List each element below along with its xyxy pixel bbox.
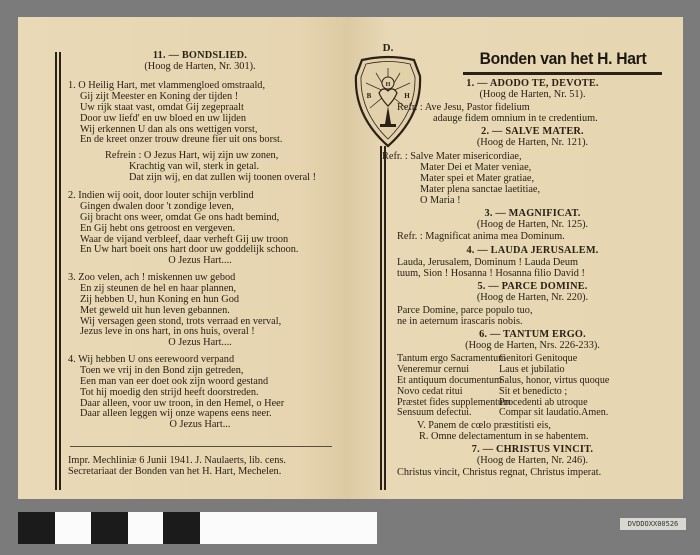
color-strip-white-3 [200, 512, 377, 544]
refrain-line: Krachtig van wil, sterk in getal. [129, 160, 260, 172]
hymn-title: 7. — CHRISTUS VINCIT. [471, 444, 594, 455]
s7-heading [397, 445, 668, 467]
text-line: Parce Domine, parce populo tuo, [397, 305, 533, 316]
left-double-rule [55, 52, 61, 490]
emblem-monogram-left: B [366, 92, 372, 100]
text-line: Lauda, Jerusalem, Dominum ! Lauda Deum [397, 257, 578, 268]
page-title: Bonden van het H. Hart [479, 49, 647, 68]
hymn-source: (Hoog de Harten, Nr. 220). [476, 291, 589, 303]
verse-line: Waar de vijand verbleef, daar verheft Gij uw troon [80, 233, 289, 245]
verse-line: 4. Wij hebben U ons eerewoord verpand [68, 354, 235, 365]
tantum-ergo-column-1 [397, 354, 511, 419]
hymn-source: (Hoog de Harten, Nr. 125). [476, 218, 589, 230]
chorus-cue: O Jezus Hart.... [168, 337, 232, 349]
s3-heading [397, 209, 668, 231]
verse-line: Sensuum defectui. [397, 407, 472, 419]
color-strip-white-2 [128, 512, 163, 544]
verse-3 [68, 273, 332, 349]
verse-line: Veneremur cernui [397, 363, 470, 375]
color-strip-black-1 [18, 512, 55, 544]
verse-line: Wij versagen geen stond, trots verraad en verval, [80, 315, 282, 327]
refrain-line: Dat zijn wij, en dat zullen wij toonen overal ! [129, 171, 317, 183]
tantum-ergo-column-2 [499, 354, 609, 419]
hymn-title: 3. — MAGNIFICAT. [484, 208, 581, 219]
song-title: 11. — BONDSLIED. [152, 50, 248, 61]
text-line: V. Panem de cœlo præstitisti eis, [417, 420, 551, 431]
hymn-source: (Hoog de Harten, Nr. 51). [479, 88, 586, 100]
s4-heading [397, 246, 668, 257]
verse-line: 2. Indien wij ooit, door louter schijn verblind [68, 190, 254, 201]
specimen-label: DVDDOXX00526 [620, 518, 686, 530]
verse-1 [68, 81, 332, 146]
refrain-line: Refrein : O Jezus Hart, wij zijn uw zonen, [105, 150, 279, 161]
s2-refrain [382, 152, 668, 206]
song-subtitle: (Hoog de Harten, Nr. 301). [144, 60, 256, 72]
s5-heading [397, 282, 668, 304]
verse-line: Daar alleen leggen wij onze wapens eens neer. [80, 408, 272, 420]
emblem-monogram-right: H [404, 92, 410, 100]
s5-text [397, 306, 668, 328]
verse-line: Gingen dwalen door 't zondige leven, [80, 200, 234, 212]
color-strip-black-2 [91, 512, 128, 544]
verse-line: Salus, honor, virtus quoque [499, 374, 610, 386]
verse-line: 1. O Heilig Hart, met vlammengloed omstraald, [68, 80, 266, 91]
chorus-cue: O Jezus Hart... [169, 419, 231, 431]
footer-line: Impr. Mechliniæ 6 Junii 1941. J. Naulaerts, lib. cens. [68, 455, 286, 466]
hymn-title: 4. — LAUDA JERUSALEM. [466, 245, 599, 256]
s1-heading [397, 79, 668, 101]
versicles [417, 421, 668, 443]
text-line: Refr. : Magnificat anima mea Dominum. [397, 231, 565, 242]
verse-4 [68, 355, 332, 431]
verse-line: Uw rijk staat vast, omdat Gij zegepraalt [80, 101, 244, 113]
text-line: Christus vincit, Christus regnat, Christus imperat. [397, 467, 602, 478]
verse-line: 3. Zoo velen, ach ! miskennen uw gebod [68, 272, 236, 283]
text-line: Mater Dei et Mater veniae, [420, 161, 532, 173]
hymn-source: (Hoog de Harten, Nr. 246). [476, 454, 589, 466]
hymn-source: (Hoog de Harten, Nrs. 226-233). [465, 339, 600, 351]
verse-line: Compar sit laudatio.Amen. [499, 407, 609, 419]
hymn-title: 6. — TANTUM ERGO. [479, 329, 586, 340]
verse-line: Procedenti ab utroque [499, 396, 588, 408]
s7-text [397, 468, 668, 479]
footer-line: Secretariaat der Bonden van het H. Hart, Mechelen. [68, 465, 282, 477]
verse-2 [68, 191, 332, 267]
s6-heading [397, 330, 668, 352]
verse-line: Et antiquum documentum [397, 374, 502, 386]
text-line: Mater spei et Mater gratiae, [420, 172, 535, 184]
verse-line: Genitori Genitoque [499, 353, 578, 364]
verse-line: Gij zijt Meester en Koning der tijden ! [80, 90, 239, 102]
verse-line: En Gij hebt ons getroost en vergeven. [80, 222, 236, 234]
text-line: ne in aeternum irascaris nobis. [397, 315, 523, 327]
song-heading [68, 51, 332, 73]
emblem-monogram-top: H [385, 82, 391, 88]
verse-line: En Uw hart boeit ons hart door uw goddelijk schoon. [80, 244, 299, 256]
footer-divider [70, 446, 332, 447]
s1-refrain [397, 103, 668, 125]
s3-refrain [397, 232, 668, 243]
verse-line: Novo cedat ritui [397, 385, 463, 397]
verse-line: Zij hebben U, hun Koning en hun God [80, 293, 240, 305]
text-line: Refr. : Ave Jesu, Pastor fidelium [397, 102, 530, 113]
verse-line: Met geweld uit hun leven gebannen. [80, 304, 230, 316]
verse-line: Door uw liefd' en uw bloed en uw lijden [80, 112, 246, 124]
text-line: R. Omne delectamentum in se habentem. [419, 430, 589, 442]
hymn-source: (Hoog de Harten, Nr. 121). [476, 136, 589, 148]
verse-line: En de kreet onzer trouw dreune fier uit ons borst. [80, 134, 283, 146]
hymn-title: 1. — ADODO TE, DEVOTE. [466, 78, 599, 89]
verse-line: En zij steunen de hel en haar plannen, [80, 282, 237, 294]
verse-line: Sit et benedicto ; [499, 385, 568, 397]
hymn-title: 5. — PARCE DOMINE. [477, 281, 588, 292]
title-underline [463, 72, 662, 75]
verse-line: Gij bracht ons weer, omdat Ge ons hadt bemind, [80, 211, 280, 223]
text-line: O Maria ! [420, 194, 461, 206]
verse-line: Laus et jubilatio [499, 363, 565, 375]
imprimatur-footer [68, 456, 332, 478]
s4-text [397, 258, 668, 280]
verse-line: Jezus leve in ons hart, in ons huis, overal ! [80, 326, 255, 338]
s2-heading [397, 127, 668, 149]
text-line: adauge fidem omnium in te credentium. [433, 112, 598, 124]
color-strip-white-1 [55, 512, 91, 544]
emblem-letter: D. [382, 42, 394, 54]
text-line: Refr. : Salve Mater misericordiae, [382, 151, 522, 162]
chorus-cue: O Jezus Hart.... [168, 255, 232, 267]
color-strip-black-3 [163, 512, 200, 544]
verse-line: Tantum ergo Sacramentum [397, 353, 506, 364]
verse-line: Præstet fides supplementum [397, 396, 511, 408]
verse-line: Wij erkennen U dan als ons wettigen vorst, [80, 123, 258, 135]
hymn-title: 2. — SALVE MATER. [481, 126, 584, 137]
verse-line: Daar alleen, voor uw troon, in den Hemel, o Heer [80, 397, 285, 409]
verse-line: Tot hij moedig den strijd heeft doorstreden. [80, 386, 259, 398]
text-line: Mater plena sanctae laetitiae, [420, 183, 541, 195]
refrain [105, 151, 335, 184]
verse-line: Toen we vrij in den Bond zijn getreden, [80, 364, 244, 376]
verse-line: Een man van eer doet ook zijn woord gestand [80, 375, 269, 387]
text-line: tuum, Sion ! Hosanna ! Hosanna filio David ! [397, 267, 585, 279]
